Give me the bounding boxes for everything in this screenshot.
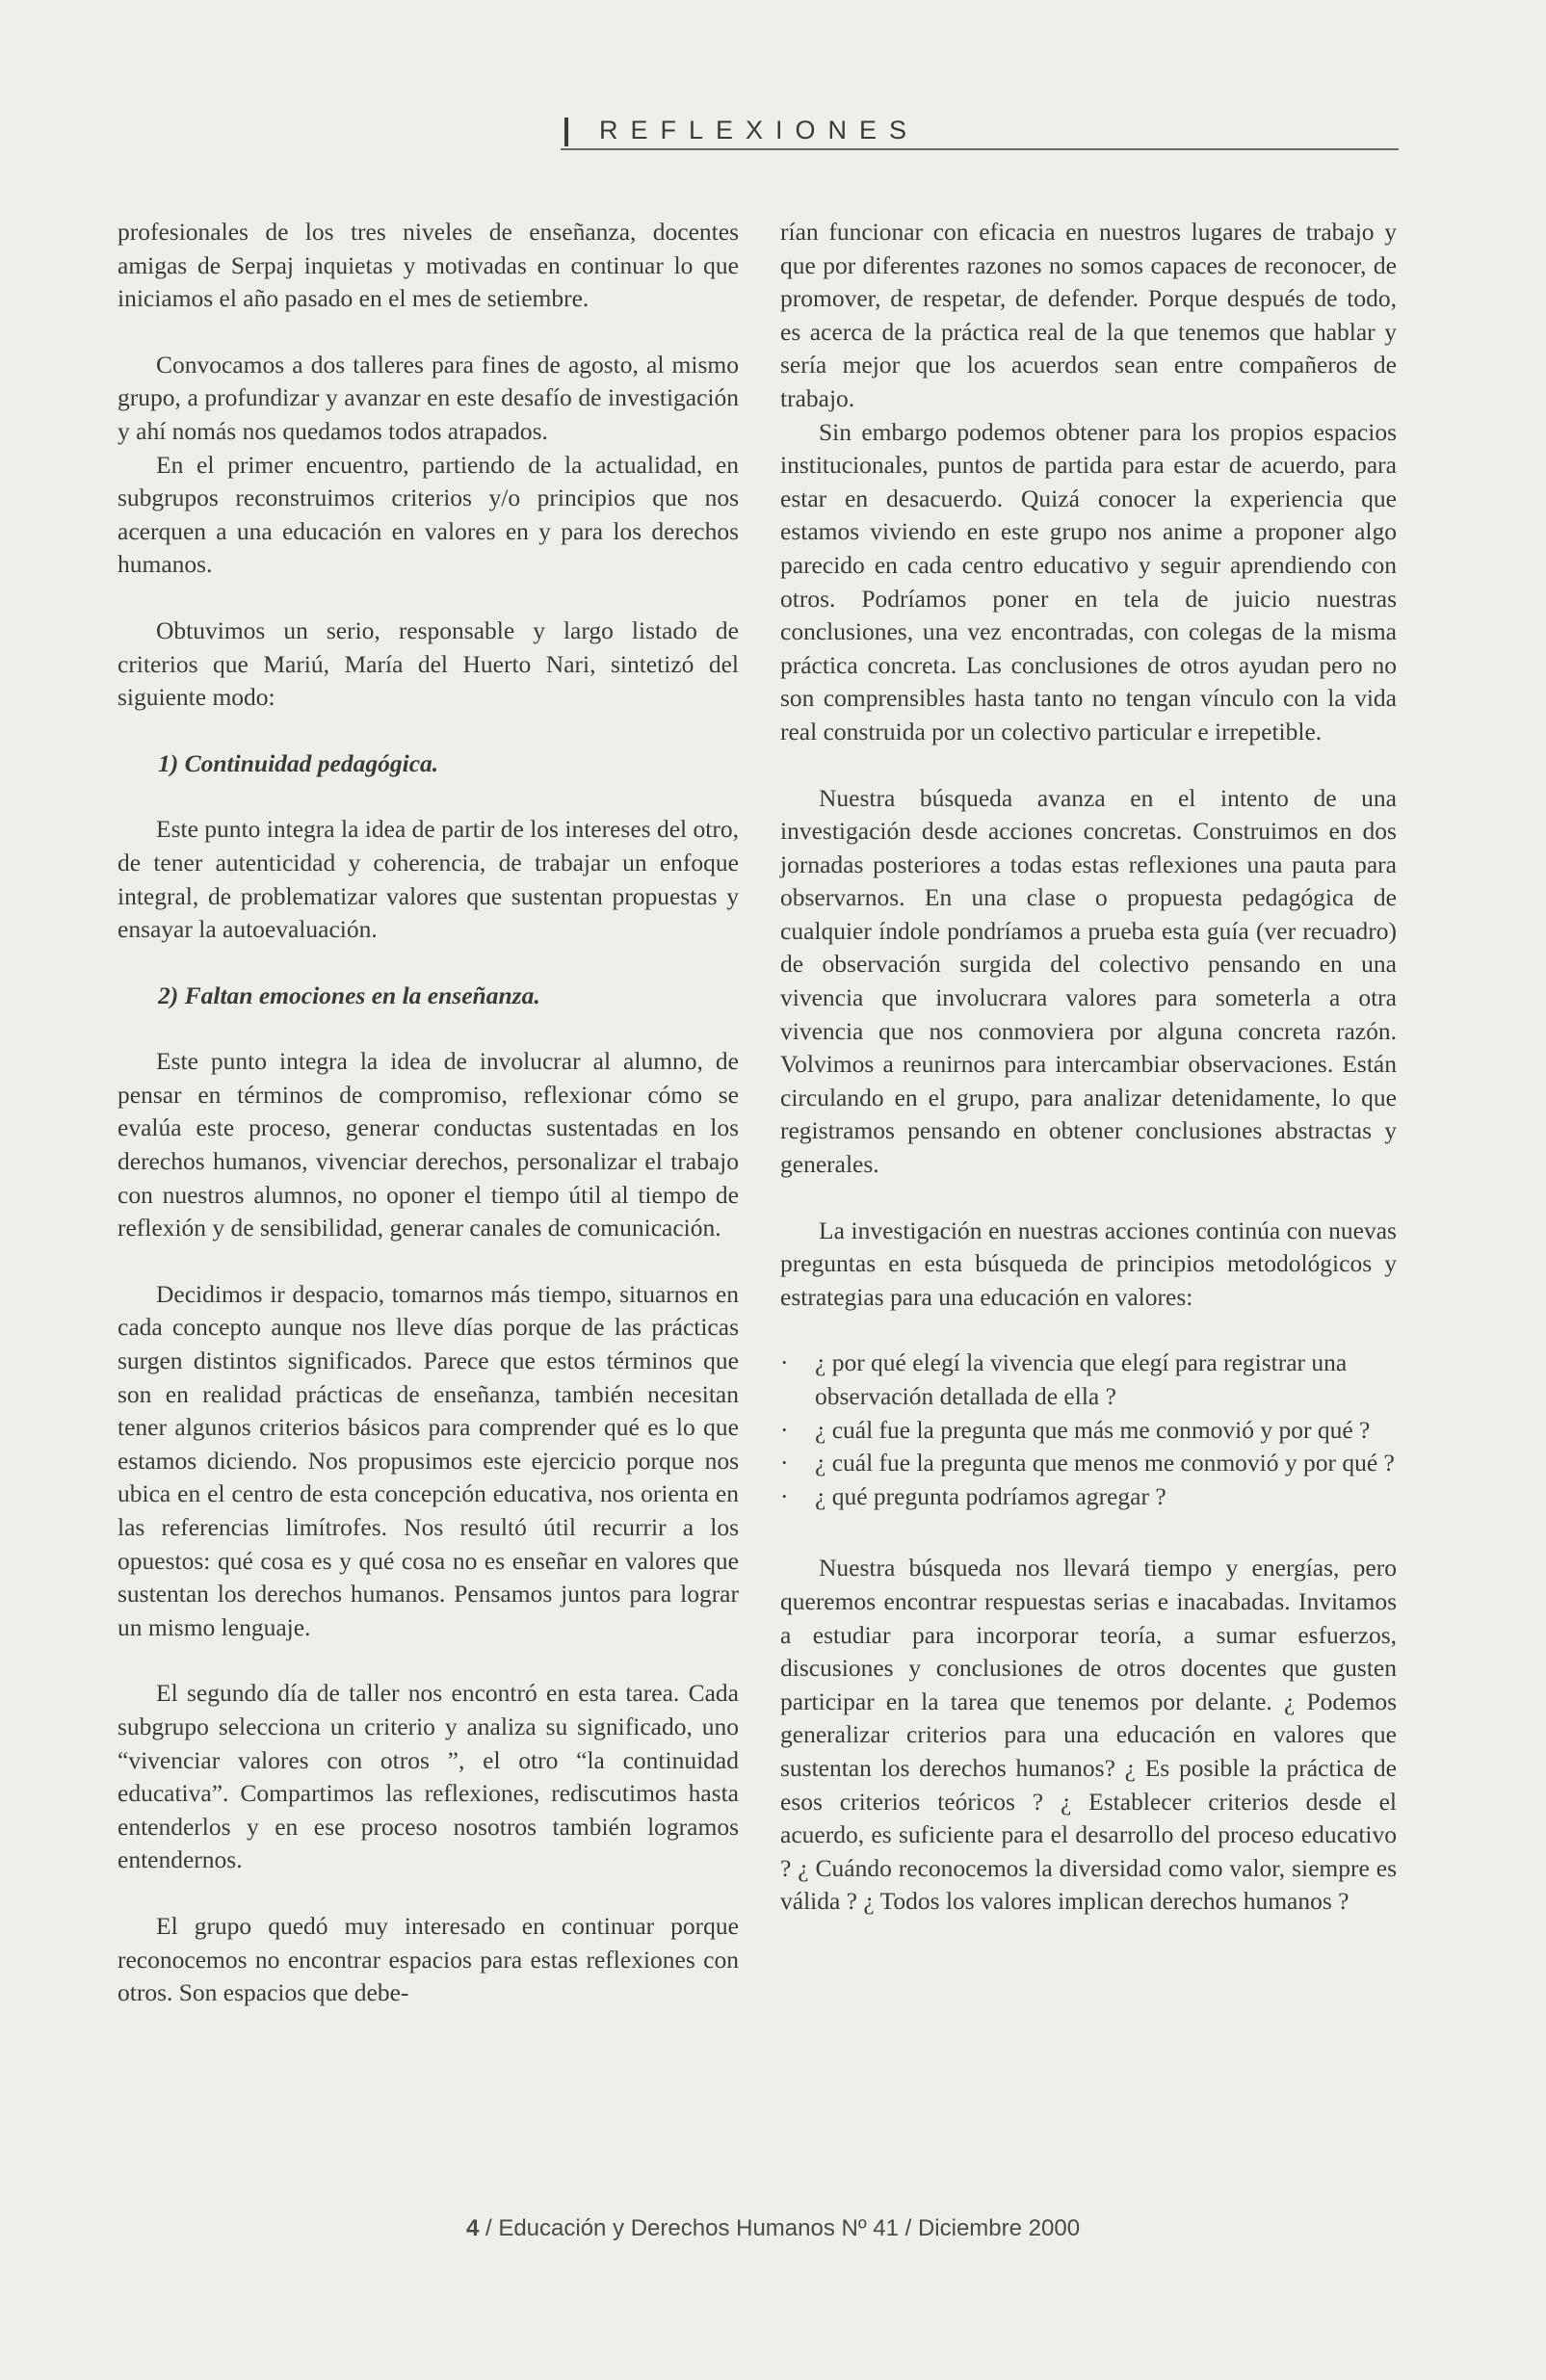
paragraph: profesionales de los tres niveles de enseñanza, docentes amigas de Serpaj inquietas y motivadas en continuar lo que iniciamos el año pasado en el mes de setiembre. [118,218,739,313]
paragraph: Nuestra búsqueda avanza en el intento de una investigación desde acciones concretas. Construimos en dos jornadas posteriores a todas estas reflexiones una pauta para observarnos. En una clase o propuesta pedagógica de cualquier índole pondríamos a prueba esta guía (ver recuadro) de observación surgida del colectivo pensando en una vivencia que involucrara valores para someterla a otra vivencia que nos conmoviera por alguna concreta razón. Volvimos a reunirnos para intercambiar observaciones. Están circulando en el grupo, para analizar detenidamente, lo que registramos pensando en obtener conclusiones abstractas y generales. [780,783,1397,1179]
page-number: 4 [465,2215,480,2241]
paragraph: Este punto integra la idea de involucrar al alumno, de pensar en términos de compromiso, reflexionar cómo se evalúa este proceso, generar conductas sustentadas en los derechos humanos, vivenciar derechos, personalizar el trabajo con nuestros alumnos, no oponer el tiempo útil al tiempo de reflexión y de sensibilidad, generar canales de comunicación. [118,1047,739,1242]
paragraph: Sin embargo podemos obtener para los propios espacios institucionales, puntos de partida para estar de acuerdo, para estar en desacuerdo. Quizá conocer la experiencia que estamos viviendo en este grupo nos anime a proponer algo parecido en cada centro educativo y seguir aprendiendo con otros. Podríamos poner en tela de juicio nuestras conclusiones, una vez encontradas, con colegas de la misma práctica concreta. Las conclusiones de otros ayudan pero no son comprensibles hasta tanto no tengan vínculo con la vida real construida por un colectivo particular e irrepetible. [780,417,1397,745]
paragraph: El segundo día de taller nos encontró en esta tarea. Cada subgrupo selecciona un criterio y analiza su significado, uno “vivenciar valores con otros ”, el otro “la continuidad educativa”. Compartimos las reflexiones, rediscutimos hasta entenderlos y en ese proceso nosotros también logramos entendernos. [118,1679,739,1874]
paragraph: Nuestra búsqueda nos llevará tiempo y energías, pero queremos encontrar respuestas serias e inacabadas. Invitamos a estudiar para incorporar teoría, a sumar esfuerzos, discusiones y conclusiones de otros docentes que gusten participar en la tarea que tenemos por delante. ¿ Podemos generalizar criterios para una educación en valores que sustentan los derechos humanos? ¿ Es posible la práctica de esos criterios teóricos ? ¿ Establecer criterios desde el acuerdo, es suficiente para el desarrollo del proceso educativo ? ¿ Cuándo reconocemos la diversidad como valor, siempre es válida ? ¿ Todos los valores implican derechos humanos ? [780,1554,1397,1916]
section-title: REFLEXIONES [599,116,920,144]
paragraph: Obtuvimos un serio, responsable y largo listado de criterios que Mariú, María del Huerto Nari, sintetizó del siguiente modo: [118,615,739,712]
list-item: · ¿ por qué elegí la vivencia que elegí para registrar una observación detallada de ella ? [780,1347,1397,1413]
right-column [780,216,1397,1919]
page-footer [0,2215,1546,2242]
paragraph: En el primer encuentro, partiendo de la actualidad, en subgrupos reconstruimos criterios y/o principios que nos acerquen a una educación en valores en y para los derechos humanos. [118,450,739,579]
header-rule-mark [564,118,568,146]
criterion-heading: 2) Faltan emociones en la enseñanza. [158,981,540,1009]
footer-separator: / [485,2215,492,2241]
page-header [561,114,1399,150]
paragraph: rían funcionar con eficacia en nuestros lugares de trabajo y que por diferentes razones no somos capaces de reconocer, de promover, de respetar, de defender. Porque después de todo, es acerca de la práctica real de la que tenemos que hablar y sería mejor que los acuerdos sean entre compañeros de trabajo. [780,218,1397,412]
list-item: · ¿ qué pregunta podríamos agregar ? [780,1480,1397,1514]
paragraph: La investigación en nuestras acciones continúa con nuevas preguntas en esta búsqueda de principios metodológicos y estrategias para una educación en valores: [780,1216,1397,1311]
paragraph: Decidimos ir despacio, tomarnos más tiempo, situarnos en cada concepto aunque nos lleve días porque de las prácticas surgen distintos significados. Parece que estos términos que son en realidad prácticas de enseñanza, también necesitan tener algunos criterios básicos para comprender qué es lo que estamos diciendo. Nos propusimos este ejercicio porque nos ubica en el centro de esta concepción educativa, nos orienta en las referencias limítrofes. Nos resultó útil recurrir a los opuestos: qué cosa es y qué cosa no es enseñar en valores que sustentan los derechos humanos. Pensamos juntos para lograr un mismo lenguaje. [118,1279,739,1641]
publication-info: Educación y Derechos Humanos Nº 41 / Diciembre 2000 [498,2215,1081,2241]
question-list [780,1347,1397,1513]
list-item: · ¿ cuál fue la pregunta que menos me conmovió y por qué ? [780,1447,1397,1480]
paragraph: Este punto integra la idea de partir de los intereses del otro, de tener autenticidad y coherencia, de trabajar un enfoque integral, de problematizar valores que sustentan propuestas y ensayar la autoevaluación. [118,815,739,944]
paragraph: Convocamos a dos talleres para fines de agosto, al mismo grupo, a profundizar y avanzar en este desafío de investigación y ahí nomás nos quedamos todos atrapados. [118,350,739,445]
criterion-heading: 1) Continuidad pedagógica. [158,748,439,777]
paragraph: El grupo quedó muy interesado en continuar porque reconocemos no encontrar espacios para estas reflexiones con otros. Son espacios que debe- [118,1911,739,2007]
list-item: · ¿ cuál fue la pregunta que más me conmovió y por qué ? [780,1414,1397,1448]
left-column [118,216,739,2010]
